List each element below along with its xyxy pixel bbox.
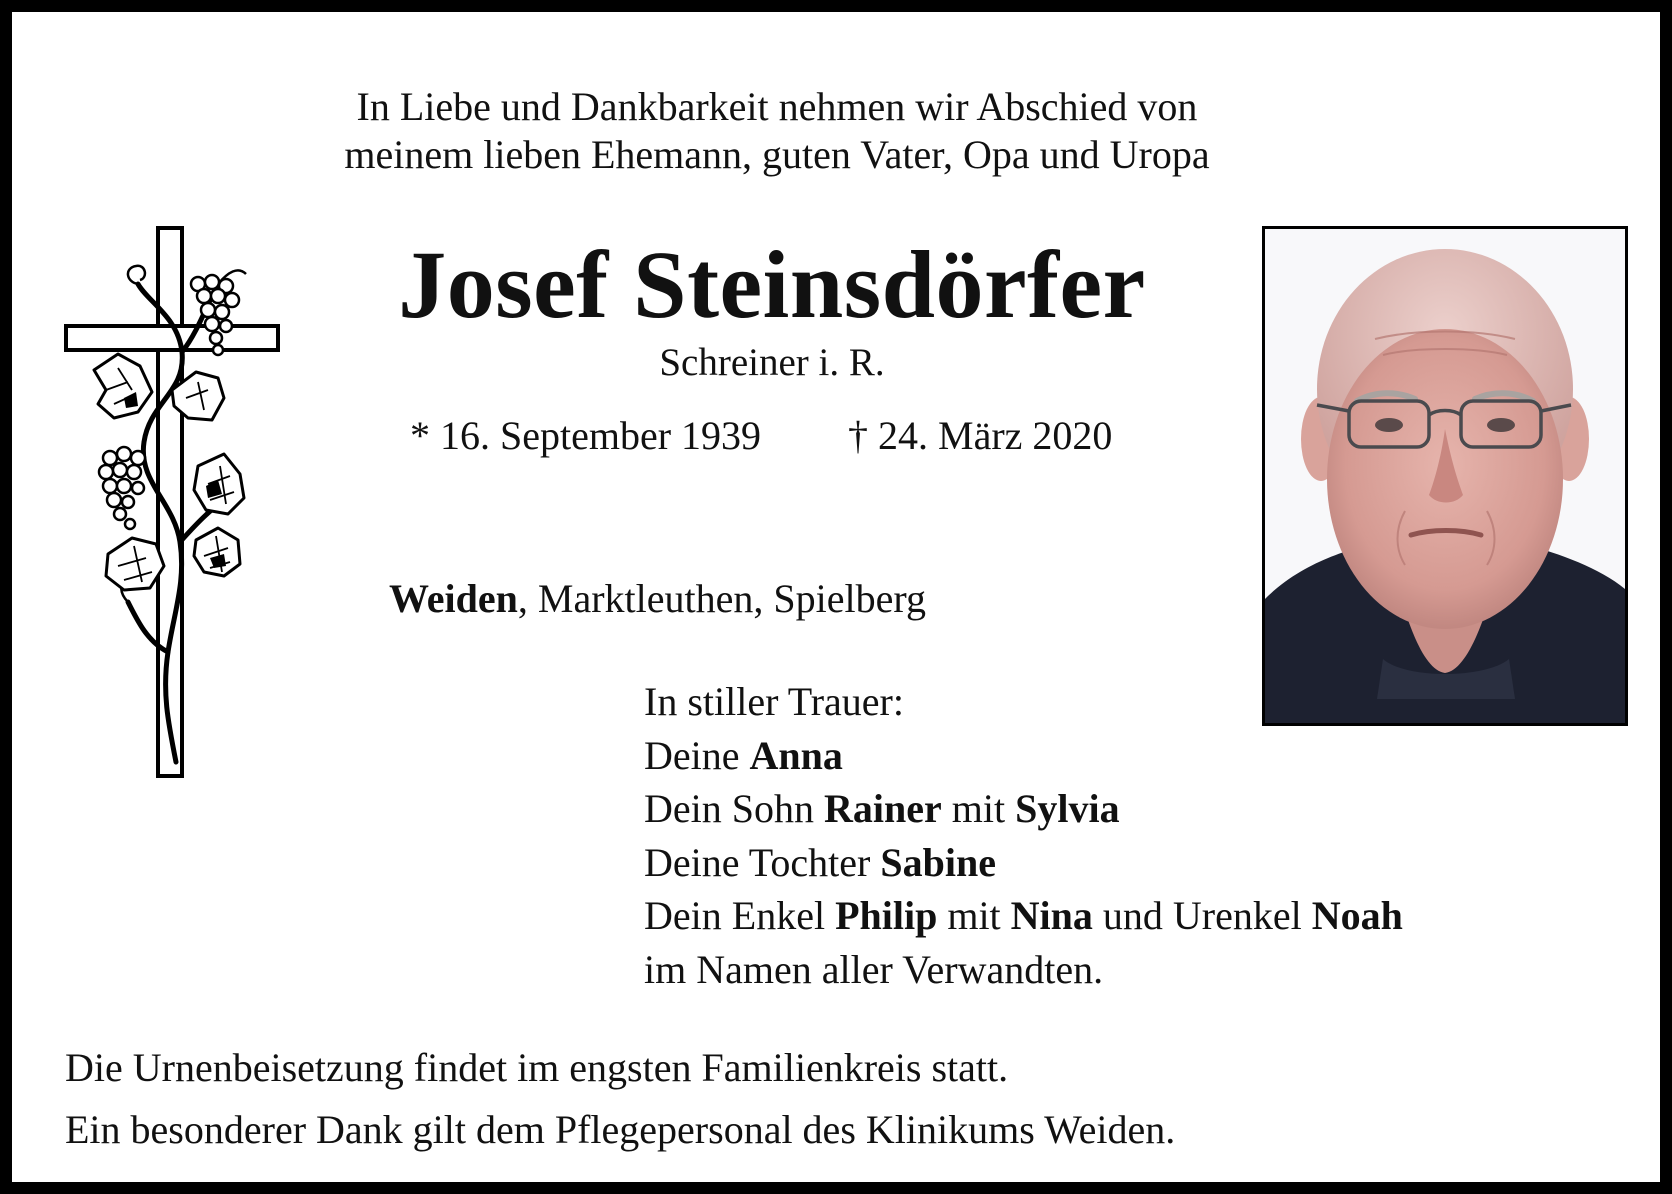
occupation: Schreiner i. R. <box>659 341 885 384</box>
mourner-line-1 <box>644 729 1403 783</box>
mourner-line-2-mid: mit <box>941 786 1016 831</box>
birth-date: * 16. September 1939 <box>410 413 762 458</box>
mourner-line-2-prefix: Dein Sohn <box>644 786 824 831</box>
mourner-name-sylvia: Sylvia <box>1015 786 1120 831</box>
mourner-line-3-prefix: Deine Tochter <box>644 839 881 885</box>
mourner-line-4-mid1: mit <box>937 893 1011 938</box>
cross-with-grapevine-icon <box>58 222 286 782</box>
intro-line-2: meinem lieben Ehemann, guten Vater, Opa und Uropa <box>344 132 1210 177</box>
mourners-heading: In stiller Trauer: <box>644 679 904 724</box>
mourner-name-noah: Noah <box>1311 893 1403 938</box>
mourner-line-3 <box>644 836 1403 890</box>
places-line <box>389 575 926 623</box>
place-others: , Marktleuthen, Spielberg <box>517 576 926 621</box>
portrait-photo <box>1262 226 1628 726</box>
portrait-illustration <box>1265 229 1625 723</box>
thanks-notice: Ein besonderer Dank gilt dem Pflegepersonal des Klinikums Weiden. <box>65 1107 1176 1152</box>
mourner-line-4-prefix: Dein Enkel <box>644 893 836 938</box>
burial-notice: Die Urnenbeisetzung findet im engsten Familienkreis statt. <box>65 1045 1009 1090</box>
mourner-name-rainer: Rainer <box>824 786 942 831</box>
deceased-name: Josef Steinsdörfer <box>398 231 1146 338</box>
place-primary: Weiden <box>389 576 518 621</box>
mourner-name-nina: Nina <box>1010 893 1093 938</box>
intro-line-1: In Liebe und Dankbarkeit nehmen wir Abschied von <box>356 84 1198 129</box>
mourner-line-4 <box>644 889 1403 943</box>
mourner-name-philip: Philip <box>835 893 938 938</box>
mourner-name-anna: Anna <box>749 732 843 778</box>
mourners-closing: im Namen aller Verwandten. <box>644 946 1104 992</box>
death-date: † 24. März 2020 <box>848 413 1113 458</box>
mourner-line-1-prefix: Deine <box>644 732 750 778</box>
mourner-name-sabine: Sabine <box>880 839 996 885</box>
mourner-line-2 <box>644 782 1403 836</box>
mourner-line-4-mid2: und Urenkel <box>1092 893 1312 938</box>
